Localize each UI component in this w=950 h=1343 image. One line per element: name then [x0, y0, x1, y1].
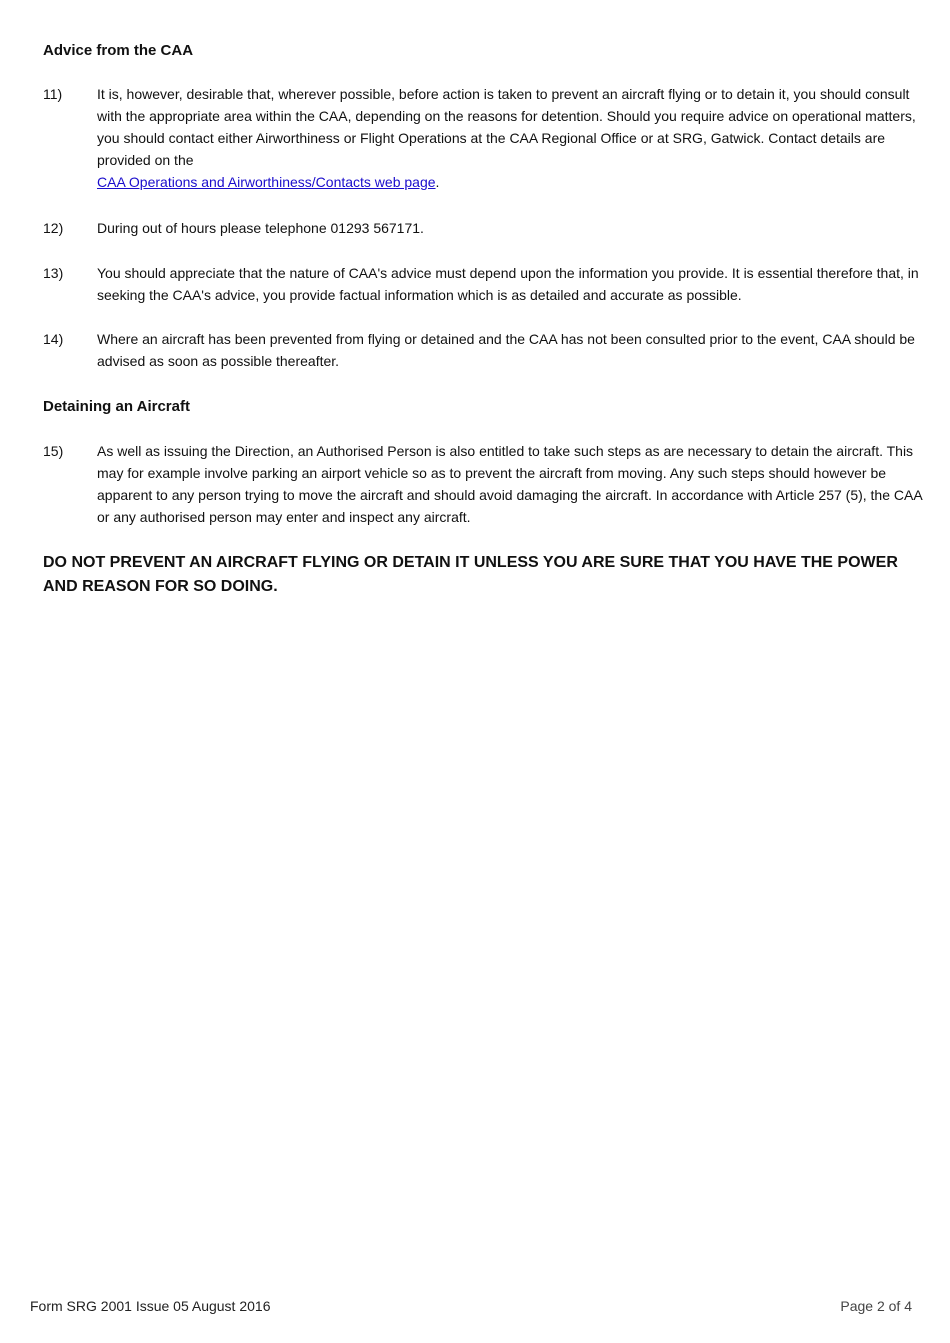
footer-form-id: Form SRG 2001 Issue 05 August 2016	[30, 1298, 271, 1314]
paragraph-body: It is, however, desirable that, wherever possible, before action is taken to prevent an aircraft flying or to detain it, you should consult with the appropriate area within the CAA, depending on the reasons for detention. Should you require advice on operational matters, you should contact either Airworthiness or Flight Operations at the CAA Regional Office or at SRG, Gatwick. Contact details are provided on the	[97, 86, 916, 168]
heading-advice-from-caa: Advice from the CAA	[43, 42, 194, 59]
paragraph-text: During out of hours please telephone 01293 567171.	[97, 220, 424, 236]
paragraph-number: 14)	[43, 331, 64, 347]
paragraph-number: 12)	[43, 220, 64, 236]
paragraph-12	[43, 217, 923, 239]
link-trailing-punctuation: .	[435, 174, 440, 190]
paragraph-text: Where an aircraft has been prevented from flying or detained and the CAA has not been consulted prior to the event, CAA should be advised as soon as possible thereafter.	[97, 331, 915, 369]
paragraph-14	[43, 328, 923, 372]
paragraph-15	[43, 440, 923, 528]
footer-page-number: Page 2 of 4	[840, 1298, 912, 1314]
paragraph-text: As well as issuing the Direction, an Authorised Person is also entitled to take such steps as are necessary to detain the aircraft. This may for example involve parking an airport vehicle so as to prevent the aircraft from moving. Any such steps should however be apparent to any person trying to move the aircraft and should avoid damaging the aircraft. In accordance with Article 257 (5), the CAA or any authorised person may enter and inspect any aircraft.	[97, 443, 922, 525]
paragraph-number: 15)	[43, 443, 64, 459]
paragraph-11	[43, 83, 923, 193]
paragraph-number: 13)	[43, 265, 64, 281]
paragraph-text: You should appreciate that the nature of CAA's advice must depend upon the information you provide. It is essential therefore that, in seeking the CAA's advice, you provide factual information which is as detailed and accurate as possible.	[97, 265, 919, 303]
paragraph-text	[97, 83, 923, 193]
caa-contacts-link[interactable]: CAA Operations and Airworthiness/Contacts web page	[97, 174, 436, 190]
warning-notice: DO NOT PREVENT AN AIRCRAFT FLYING OR DETAIN IT UNLESS YOU ARE SURE THAT YOU HAVE THE POWER AND REASON FOR SO DOING.	[43, 554, 898, 595]
paragraph-number: 11)	[43, 86, 63, 102]
heading-detaining-aircraft: Detaining an Aircraft	[43, 398, 190, 415]
paragraph-13	[43, 262, 923, 306]
